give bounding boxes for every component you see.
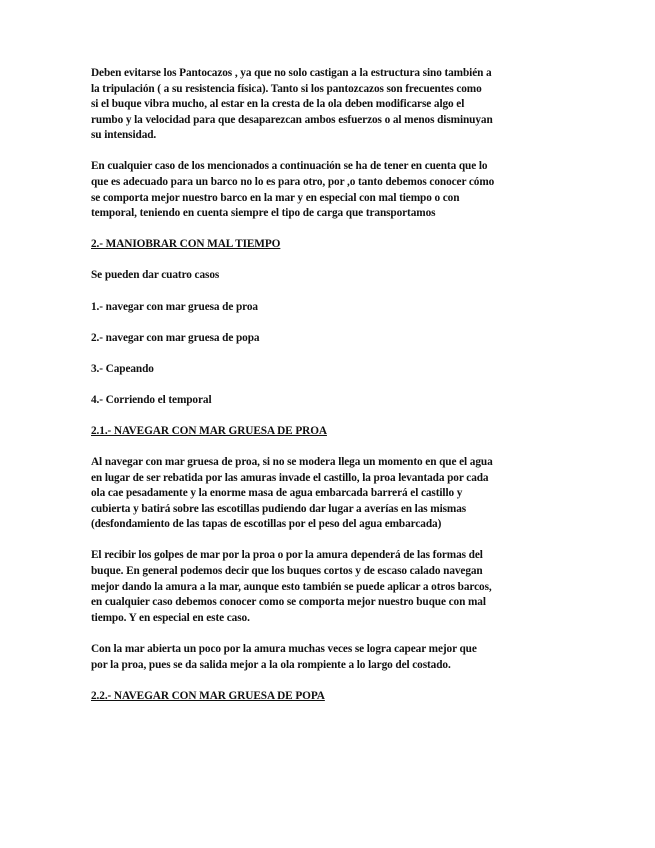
text-line: en cualquier caso debemos conocer como se comporta mejor nuestro buque con mal xyxy=(91,596,486,609)
section-heading-popa: 2.2.- NAVEGAR CON MAR GRUESA DE POPA xyxy=(91,689,325,702)
text-line: ola cae pesadamente y la enorme masa de agua embarcada barrerá el castillo y xyxy=(91,487,463,500)
text-line: en lugar de ser rebatida por las amuras invade el castillo, la proa levantada por cada xyxy=(91,471,489,484)
text-line: cubierta y batirá sobre las escotillas pudiendo dar lugar a averías en las mismas xyxy=(91,502,467,515)
case-item-2: 2.- navegar con mar gruesa de popa xyxy=(91,331,260,344)
text-line: El recibir los golpes de mar por la proa o por la amura dependerá de las formas del xyxy=(91,549,483,562)
text-line: Con la mar abierta un poco por la amura muchas veces se logra capear mejor que xyxy=(91,642,477,655)
document-body xyxy=(91,66,569,720)
text-line: si el buque vibra mucho, al estar en la cresta de la ola deben modificarse algo el xyxy=(91,98,465,111)
text-line: se comporta mejor nuestro barco en la mar y en especial con mal tiempo o con xyxy=(91,191,460,204)
text-line: mejor dando la amura a la mar, aunque esto también se puede aplicar a otros barcos, xyxy=(91,580,492,593)
text-line: (desfondamiento de las tapas de escotillas por el peso del agua embarcada) xyxy=(91,518,442,531)
paragraph-mar-abierta xyxy=(91,642,569,673)
case-item-1: 1.- navegar con mar gruesa de proa xyxy=(91,300,258,313)
text-line: la tripulación ( a su resistencia física). Tanto si los pantozcazos son frecuentes como xyxy=(91,82,482,95)
text-line: Al navegar con mar gruesa de proa, si no se modera llega un momento en que el agua xyxy=(91,456,493,468)
text-line: su intensidad. xyxy=(91,129,157,142)
section-heading-proa: 2.1.- NAVEGAR CON MAR GRUESA DE PROA xyxy=(91,424,327,437)
intro-cases: Se pueden dar cuatro casos xyxy=(91,269,220,282)
paragraph-pantocazos xyxy=(91,66,569,144)
text-line: por la proa, pues se da salida mejor a la ola rompiente a lo largo del costado. xyxy=(91,658,451,671)
text-line: buque. En general podemos decir que los buques cortos y de escaso calado navegan xyxy=(91,565,483,578)
text-line: que es adecuado para un barco no lo es para otro, por ,o tanto debemos conocer cómo xyxy=(91,176,495,189)
text-line: tiempo. Y en especial en este caso. xyxy=(91,611,250,624)
section-heading-maniobrar: 2.- MANIOBRAR CON MAL TIEMPO xyxy=(91,238,281,251)
paragraph-golpes-de-mar xyxy=(91,548,569,626)
text-line: rumbo y la velocidad para que desaparezcan ambos esfuerzos o al menos disminuyan xyxy=(91,113,493,126)
paragraph-cualquier-caso xyxy=(91,159,569,221)
case-item-4: 4.- Corriendo el temporal xyxy=(91,393,212,406)
text-line: En cualquier caso de los mencionados a continuación se ha de tener en cuenta que lo xyxy=(91,160,488,173)
text-line: Deben evitarse los Pantocazos , ya que no solo castigan a la estructura sino también a xyxy=(91,67,492,79)
case-item-3: 3.- Capeando xyxy=(91,362,154,375)
text-line: temporal, teniendo en cuenta siempre el tipo de carga que transportamos xyxy=(91,207,436,220)
paragraph-navegar-proa xyxy=(91,455,569,533)
